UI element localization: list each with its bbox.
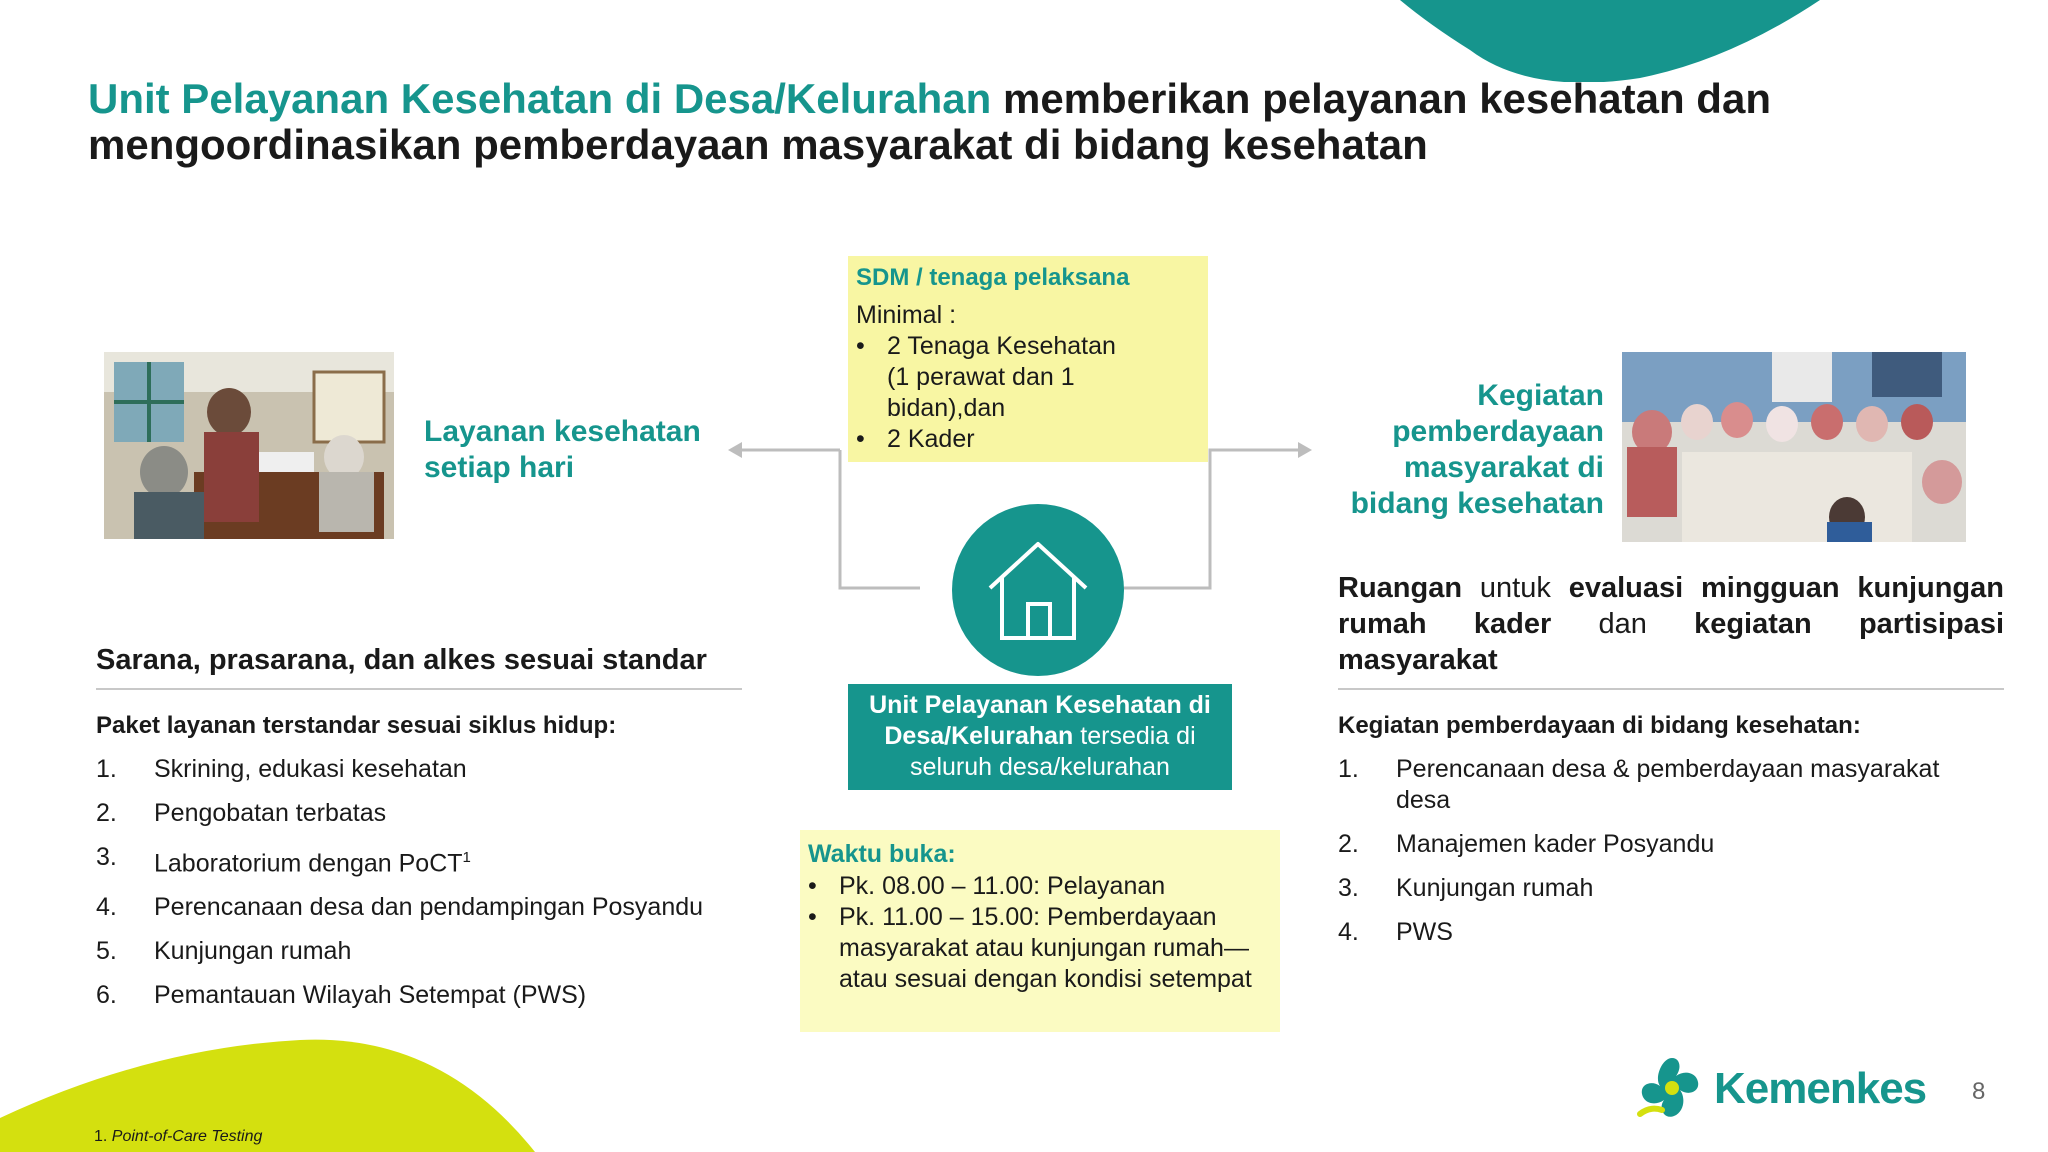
sdm-minimal: Minimal :	[856, 301, 957, 329]
kemenkes-logo	[1636, 1054, 1936, 1124]
item-number: 1.	[96, 755, 117, 783]
room-word: kegiatan partisipasi masyarakat	[1338, 608, 2005, 676]
activity-item	[1338, 917, 1978, 948]
package-item	[96, 980, 756, 1011]
item-text: Perencanaan desa dan pendampingan Posyandu	[154, 893, 704, 922]
title-highlight: Unit Pelayanan Kesehatan di Desa/Kelurahan	[88, 75, 992, 122]
item-text: Pengobatan terbatas	[154, 799, 387, 827]
package-item	[96, 798, 756, 829]
hours-box	[800, 830, 1280, 1032]
activities-title: Kegiatan pemberdayaan di bidang kesehatan:	[1338, 712, 1861, 739]
item-text: Skrining, edukasi kesehatan	[154, 755, 467, 783]
item-number: 2.	[96, 799, 117, 827]
sdm-box	[848, 256, 1208, 462]
house-icon	[952, 504, 1124, 676]
package-item	[96, 842, 756, 879]
item-text: Kunjungan rumah	[154, 937, 352, 966]
item-number: 4.	[1338, 918, 1359, 946]
room-word: untuk	[1479, 572, 1551, 604]
item-text: Manajemen kader Posyandu	[1396, 830, 1715, 858]
item-number: 6.	[96, 981, 117, 1010]
unit-bold: Unit Pelayanan Kesehatan di Desa/Kelurahan	[869, 691, 1211, 750]
top-teal-shape	[1400, 0, 1820, 82]
right-divider	[1338, 688, 2004, 690]
sdm-list	[856, 331, 1200, 455]
bottom-lime-shape	[0, 1038, 540, 1152]
activity-item	[1338, 754, 1978, 816]
unit-rest: tersedia di seluruh desa/kelurahan	[910, 722, 1196, 781]
room-description	[1338, 570, 2004, 678]
item-number: 4.	[96, 893, 117, 922]
sdm-item: • 2 Tenaga Kesehatan (1 perawat dan 1 bidan),dan	[856, 331, 1127, 424]
item-number: 3.	[96, 843, 117, 871]
unit-box	[848, 684, 1232, 790]
hours-item: • Pk. 11.00 – 15.00: Pemberdayaan masyarakat atau kunjungan rumah—atau sesuai dengan kondisi setempat	[808, 902, 1272, 995]
community-photo	[1622, 352, 1966, 542]
kemenkes-logo-icon	[1636, 1054, 1708, 1124]
item-text: Pemantauan Wilayah Setempat (PWS)	[154, 981, 587, 1010]
footnote-number: 1.	[94, 1128, 108, 1145]
activity-item	[1338, 873, 1978, 904]
empower-label: Kegiatan pemberdayaan masyarakat di bidang kesehatan	[1350, 379, 1604, 520]
item-text: PWS	[1396, 918, 1453, 946]
item-number: 2.	[1338, 830, 1359, 858]
service-label: Layanan kesehatan setiap hari	[424, 415, 701, 484]
page-title	[88, 76, 1868, 168]
hours-item: • Pk. 08.00 – 11.00: Pelayanan	[808, 871, 1272, 902]
sdm-item: • 2 Kader	[856, 424, 1200, 455]
room-line-1	[1338, 570, 2004, 678]
item-text: Perencanaan desa & pemberdayaan masyarakat desa	[1396, 755, 1940, 814]
item-number: 5.	[96, 937, 117, 966]
package-title: Paket layanan terstandar sesuai siklus hidup:	[96, 712, 617, 739]
activities-list	[1338, 754, 1978, 961]
clinic-photo	[104, 352, 394, 539]
footnote	[94, 1128, 262, 1146]
package-item	[96, 754, 756, 785]
footnote-text: Point-of-Care Testing	[111, 1128, 263, 1145]
package-item	[96, 936, 756, 967]
sdm-title: SDM / tenaga pelaksana	[856, 264, 1130, 291]
facility-title: Sarana, prasarana, dan alkes sesuai standar	[96, 644, 707, 676]
room-word: dan	[1598, 608, 1647, 640]
package-list	[96, 754, 756, 1024]
hours-list	[808, 871, 1272, 995]
title-rest: memberikan pelayanan kesehatan dan mengoordinasikan pemberdayaan masyarakat di bidang kesehatan	[88, 75, 1771, 168]
room-word: kader	[1473, 608, 1552, 640]
footnote-mark: 1	[462, 849, 471, 866]
room-word: evaluasi mingguan kunjungan rumah	[1338, 572, 2004, 640]
activity-item	[1338, 829, 1978, 860]
left-divider	[96, 688, 742, 690]
item-number: 3.	[1338, 874, 1359, 902]
item-number: 1.	[1338, 755, 1359, 783]
room-word: Ruangan	[1338, 572, 1463, 604]
item-text: Laboratorium dengan PoCT	[154, 849, 463, 878]
package-item	[96, 892, 756, 923]
page-number: 8	[1972, 1078, 1986, 1105]
hours-title: Waktu buka:	[808, 840, 956, 868]
brand-name: Kemenkes	[1714, 1064, 1927, 1113]
item-text: Kunjungan rumah	[1396, 874, 1594, 902]
